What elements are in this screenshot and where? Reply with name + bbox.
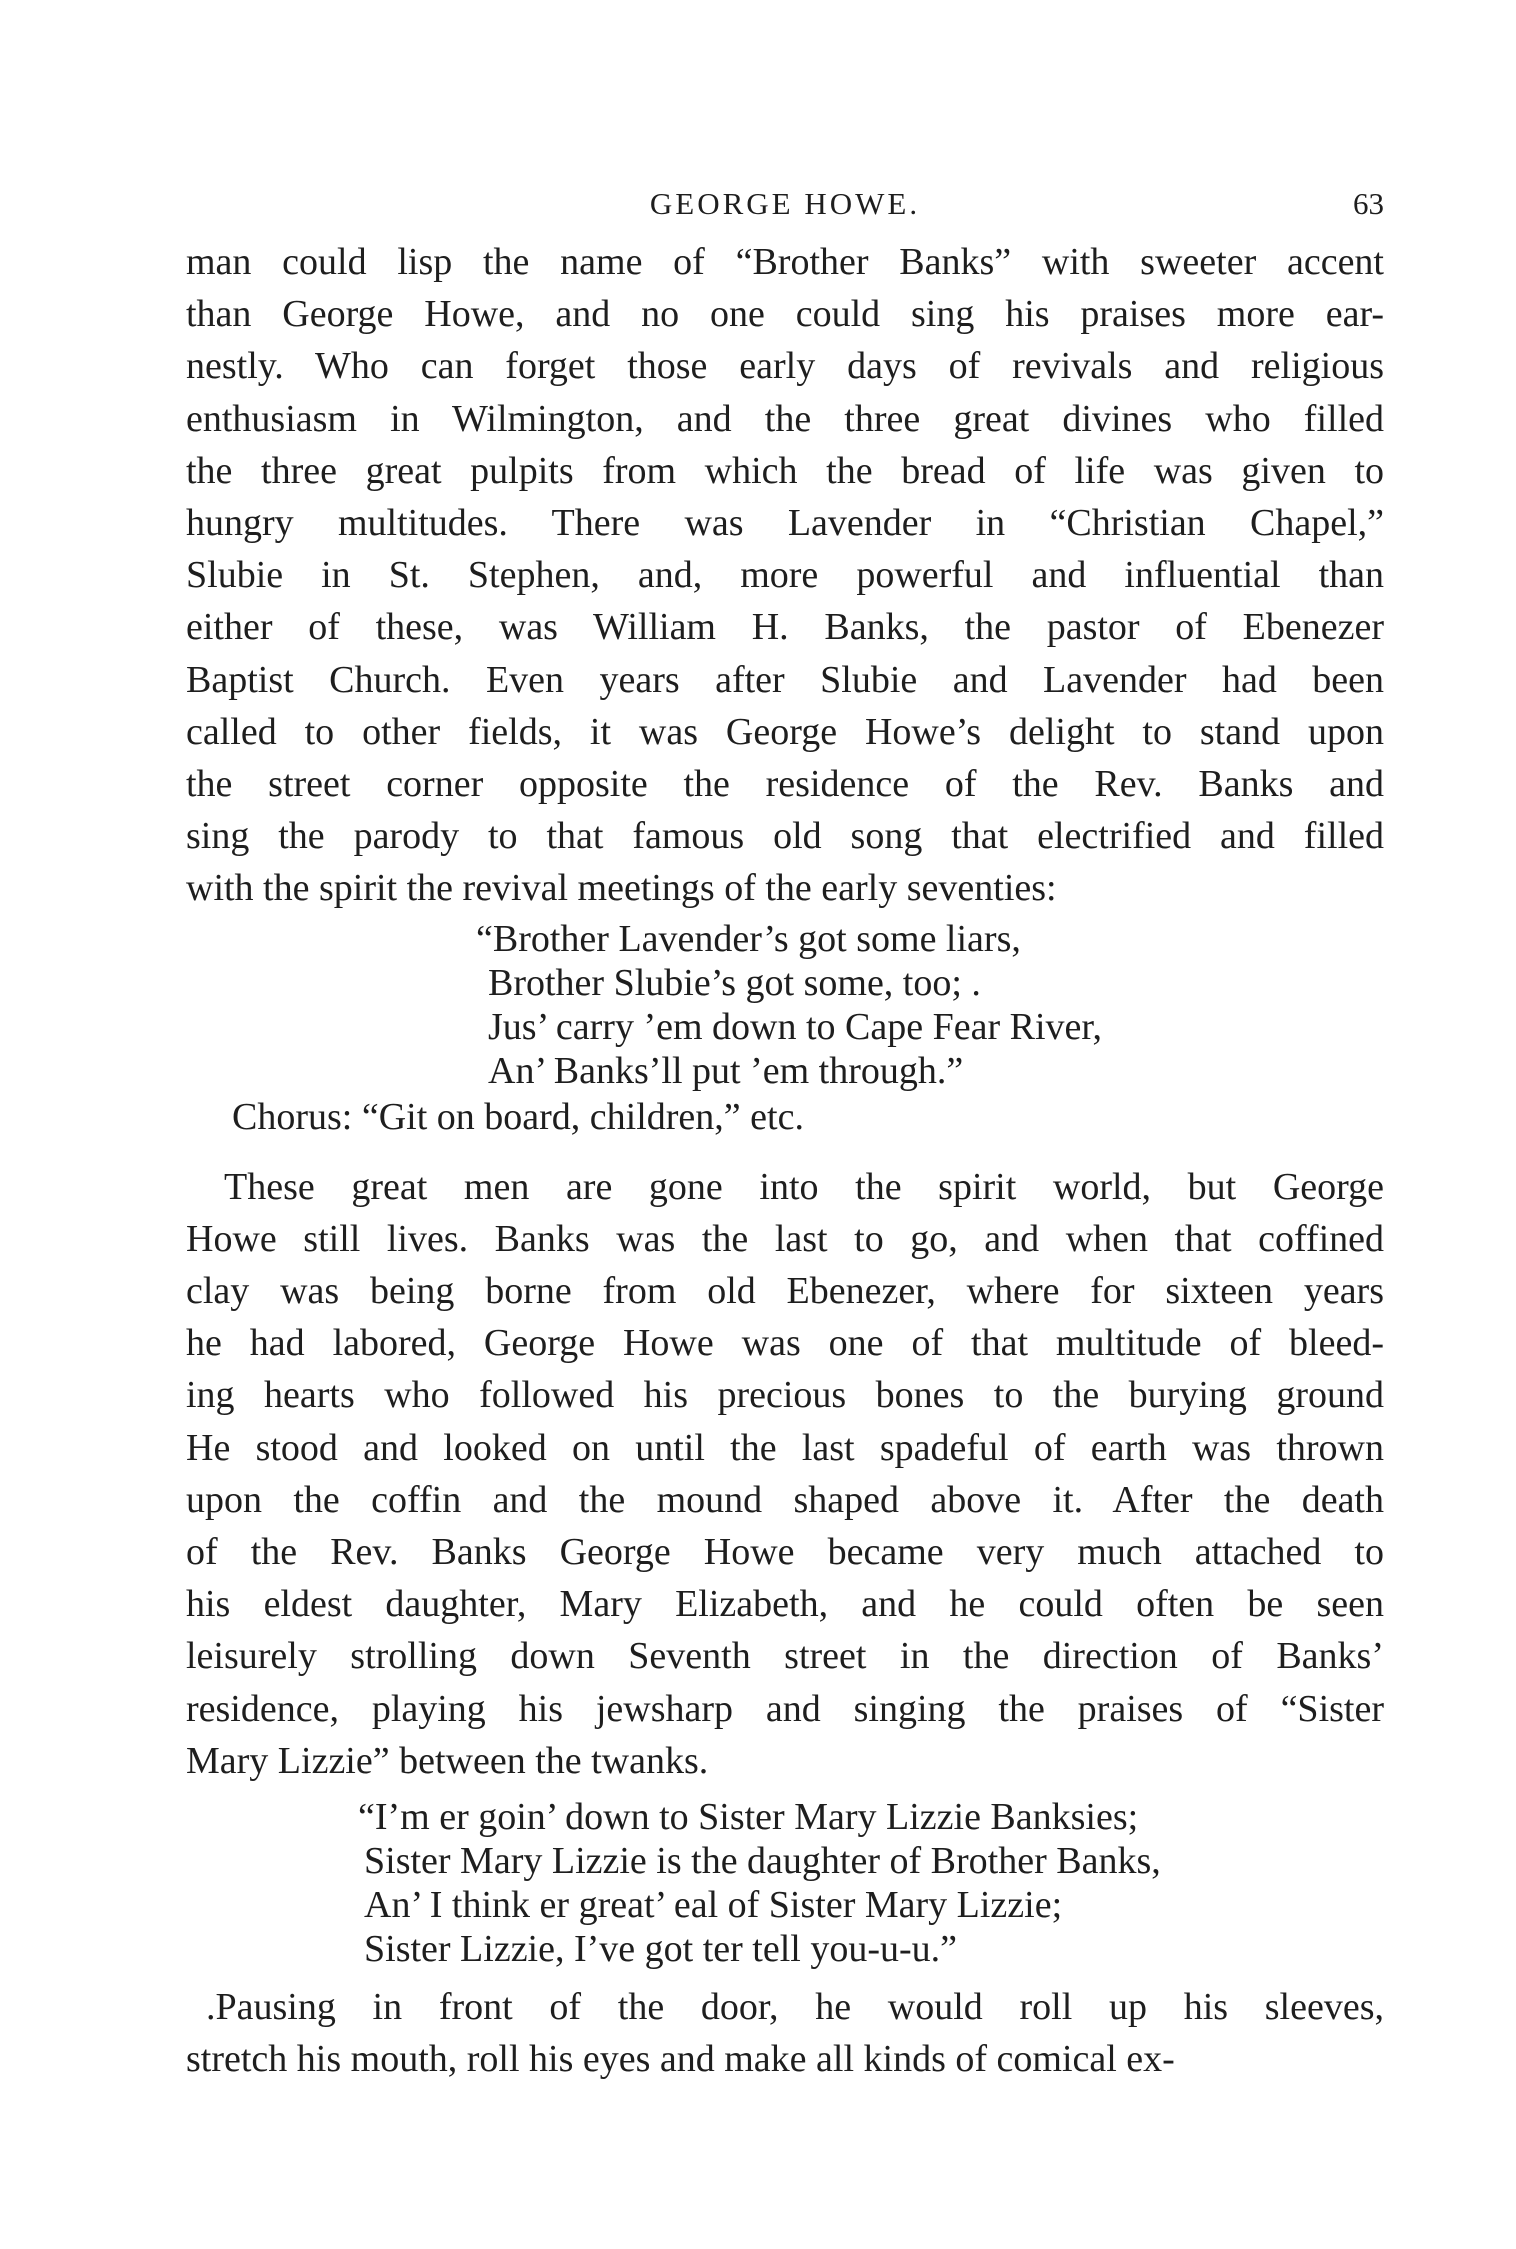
section-gap	[186, 1141, 1384, 1161]
text-line: .Pausing in front of the door, he would roll up his sleeves,	[206, 1986, 1384, 2029]
text-line: enthusiasm in Wilmington, and the three great divines who filled	[186, 397, 1384, 440]
text-line: Slubie in St. Stephen, and, more powerful and influential than	[186, 554, 1384, 597]
text-line: upon the coffin and the mound shaped above it. After the death	[186, 1478, 1384, 1521]
verse-line: Brother Slubie’s got some, too; .	[488, 961, 981, 1004]
text-line: nestly. Who can forget those early days of revivals and religious	[186, 345, 1384, 388]
paragraph-3	[186, 1981, 1384, 2085]
text-line: residence, playing his jewsharp and singing the praises of “Sister	[186, 1687, 1384, 1730]
verse-line: Sister Lizzie, I’ve got ter tell you-u-u.”	[364, 1928, 958, 1971]
verse-line: An’ Banks’ll put ’em through.”	[488, 1049, 964, 1092]
text-line: the three great pulpits from which the bread of life was given to	[186, 449, 1384, 492]
text-line: he had labored, George Howe was one of that multitude of bleed-	[186, 1322, 1384, 1365]
verse-line: Jus’ carry ’em down to Cape Fear River,	[488, 1005, 1103, 1048]
text-line: sing the parody to that famous old song that electrified and filled	[186, 815, 1384, 858]
text-line: leisurely strolling down Seventh street in the direction of Banks’	[186, 1635, 1384, 1678]
text-line: ing hearts who followed his precious bones to the burying ground	[186, 1374, 1384, 1417]
text-line: than George Howe, and no one could sing his praises more ear-	[186, 293, 1384, 336]
verse-2	[358, 1795, 1384, 1971]
text-line: of the Rev. Banks George Howe became very much attached to	[186, 1531, 1384, 1574]
verse-line: An’ I think er great’ eal of Sister Mary Lizzie;	[364, 1884, 1063, 1927]
text-line: his eldest daughter, Mary Elizabeth, and he could often be seen	[186, 1583, 1384, 1626]
page-number: 63	[1353, 186, 1384, 221]
text-line: Howe still lives. Banks was the last to go, and when that coffined	[186, 1217, 1384, 1260]
verse-line: “I’m er goin’ down to Sister Mary Lizzie Banksies;	[358, 1796, 1139, 1839]
running-title: GEORGE HOWE.	[649, 186, 921, 221]
text-line: hungry multitudes. There was Lavender in “Christian Chapel,”	[186, 502, 1384, 545]
text-line: clay was being borne from old Ebenezer, where for sixteen years	[186, 1270, 1384, 1313]
text-line: with the spirit the revival meetings of the early seventies:	[186, 867, 1057, 910]
text-line: These great men are gone into the spirit world, but George	[224, 1165, 1384, 1208]
text-line: Mary Lizzie” between the twanks.	[186, 1739, 709, 1782]
text-line: either of these, was William H. Banks, the pastor of Ebenezer	[186, 606, 1384, 649]
chorus-line: Chorus: “Git on board, children,” etc.	[232, 1095, 804, 1138]
text-line: man could lisp the name of “Brother Banks” with sweeter accent	[186, 241, 1384, 283]
paragraph-1	[186, 236, 1384, 915]
text-line: He stood and looked on until the last spadeful of earth was thrown	[186, 1426, 1384, 1469]
text-line: the street corner opposite the residence of the Rev. Banks and	[186, 763, 1384, 806]
text-line: Baptist Church. Even years after Slubie and Lavender had been	[186, 658, 1384, 701]
verse-line: “Brother Lavender’s got some liars,	[476, 917, 1021, 960]
text-line: stretch his mouth, roll his eyes and make all kinds of comical ex-	[186, 2038, 1175, 2081]
running-head	[186, 180, 1384, 236]
verse-1	[476, 917, 1384, 1093]
paragraph-2	[186, 1161, 1384, 1787]
verse-line: Sister Mary Lizzie is the daughter of Brother Banks,	[364, 1840, 1161, 1883]
section-gap	[186, 1971, 1384, 1981]
text-line: called to other fields, it was George Howe’s delight to stand upon	[186, 710, 1384, 753]
book-page	[186, 180, 1384, 2085]
